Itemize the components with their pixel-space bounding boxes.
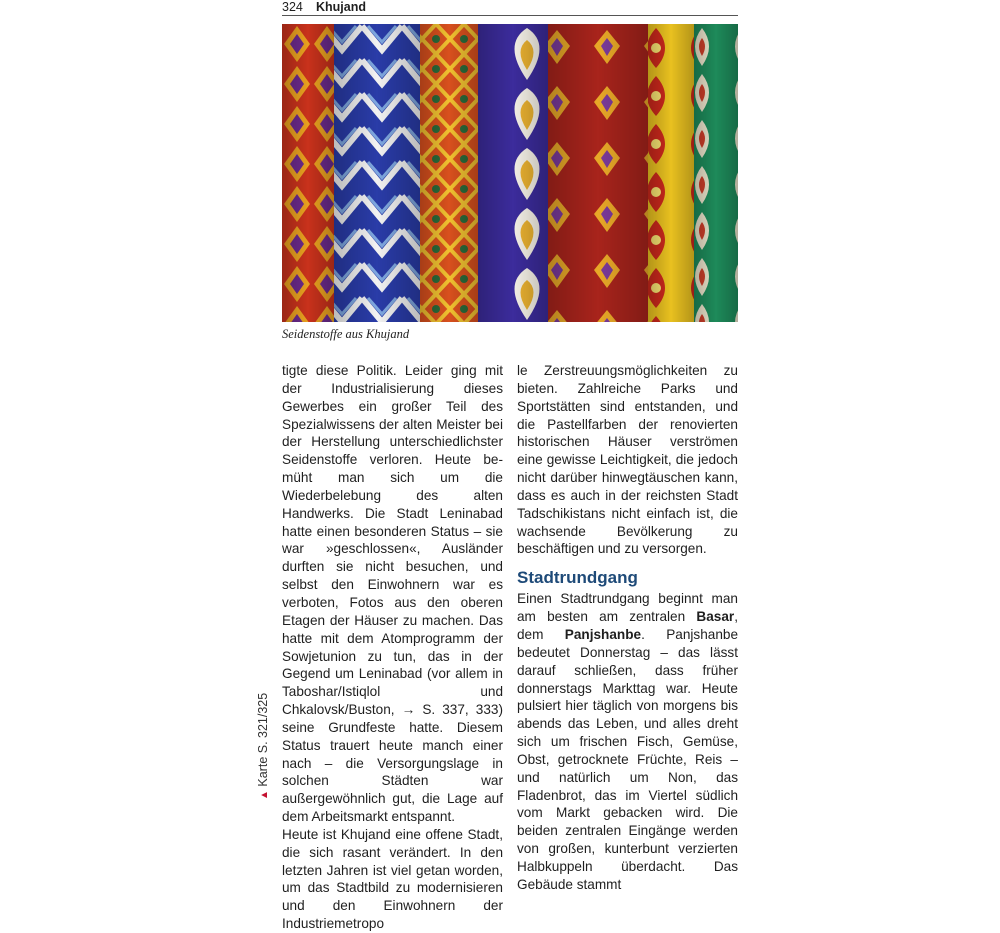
bold-term: Panjshanbe bbox=[564, 626, 642, 642]
right-text-column bbox=[517, 362, 738, 894]
running-title: Khujand bbox=[316, 0, 366, 14]
running-header bbox=[282, 0, 738, 16]
photo-caption: Seidenstoffe aus Khujand bbox=[282, 327, 410, 341]
map-reference bbox=[256, 693, 270, 800]
ikat-fabrics-illustration bbox=[282, 24, 738, 322]
paragraph: le Zerstreuungsmöglichkeiten zu bieten. Zahlreiche Parks und Sportstätten sind entstanden, und die Pastellfarben der renovierten historischen Häuser verströmen eine gewisse Leichtigkeit, die jedoch nicht darüber hinwegtäuschen kann, dass es auch in der reichsten Stadt Tadschikistans nicht einfach ist, die wachsende Bevölkerung zu beschäftigen und zu versorgen. bbox=[517, 363, 738, 557]
section-heading: Stadtrundgang bbox=[517, 568, 638, 588]
silk-fabrics-photo bbox=[282, 24, 738, 322]
page-number: 324 bbox=[282, 0, 303, 14]
paragraph: tigte diese Politik. Leider ging mit der Industrialisierung dieses Gewerbes ein großer Teil des Spezialwissens der alten Meister bei der Herstellung unterschiedlichster Seidenstoffe verloren. Heute bemüht man sich um die Wiederbelebung des alten Handwerks. Die Stadt Leninabad hatte einen besonderen Status – sie war »geschlossen«, Ausländer durften sie nicht besuchen, und selbst den Einwohnern war es verboten, Fotos aus den oberen Etagen der Häuser zu machen. Das hatte mit dem Atomprogramm der Sowjetunion zu tun, das in der Gegend um Leninabad (vor allem in Taboshar/Istiqlol und Chkalovsk/Buston, → S. 337, 333) seine Grundfeste hatte. Diesem Status trauert heute manch einer nach – die Versorgungslage in solchen Städten war außergewöhnlich gut, die Lage auf dem Arbeitsmarkt entspannt. bbox=[282, 363, 503, 825]
bold-term: Basar bbox=[696, 609, 735, 625]
paragraph: Heute ist Khujand eine offene Stadt, die sich rasant verändert. In den letzten Jahren ist viel getan worden, um das Stadtbild zu modernisieren und den Einwohnern der Industriemetropo bbox=[282, 826, 503, 932]
left-text-column bbox=[282, 362, 503, 933]
map-reference-text: Karte S. 321/325 bbox=[256, 692, 270, 787]
paragraph: Einen Stadtrundgang beginnt man am besten am zentralen Basar, dem Panjshanbe. Panjshanbe bedeutet Donnerstag – das lässt darauf schließen, dass früher donnerstags Markttag war. Heute pulsiert hier täglich von morgens bis abends das Leben, und alles dreht sich um frischen Fisch, Gemüse, Obst, getrocknete Früchte, Reis – und natürlich um Non, das Fladenbrot, das im Viertel südlich vom Markt gebacken wird. Die beiden zentralen Eingänge werden von großen, kunterbunt verzierten Halbkuppeln überdacht. Das Gebäude stammt bbox=[517, 591, 738, 892]
triangle-marker-icon: ▲ bbox=[259, 790, 270, 800]
